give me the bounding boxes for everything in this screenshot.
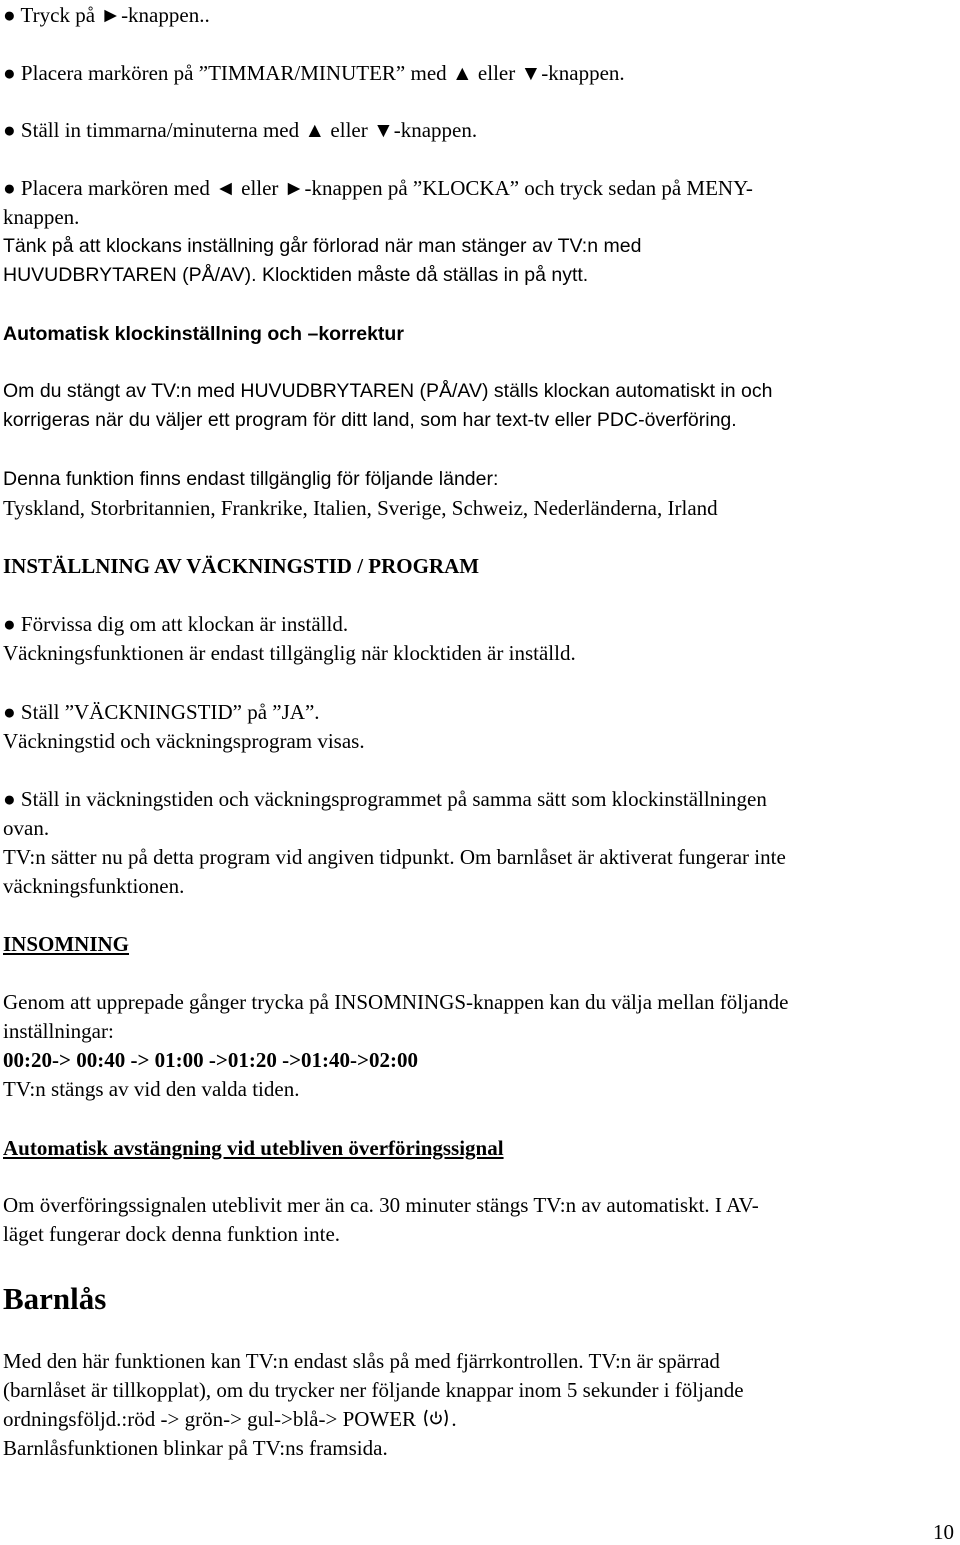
sleep-text-line1: Genom att upprepade gånger trycka på INSOMNINGS-knappen kan du välja mellan följande — [3, 990, 789, 1014]
alarm-note-line2: väckningsfunktionen. — [3, 874, 185, 898]
page-number: 10 — [933, 1520, 954, 1544]
section-heading-auto-off: Automatisk avstängning vid utebliven överföringssignal — [3, 1136, 504, 1160]
child-lock-text-line4: Barnlåsfunktionen blinkar på TV:ns framsida. — [3, 1436, 388, 1460]
section-heading-alarm: INSTÄLLNING AV VÄCKNINGSTID / PROGRAM — [3, 554, 480, 578]
instruction-set-hours-minutes: ● Ställ in timmarna/minuterna med ▲ eller ▼-knappen. — [3, 118, 478, 142]
instruction-cursor-hours-minutes: ● Placera markören på ”TIMMAR/MINUTER” med ▲ eller ▼-knappen. — [3, 61, 625, 85]
child-lock-text-line3 — [3, 1407, 457, 1431]
child-lock-sequence-end: . — [451, 1407, 457, 1431]
instruction-cursor-clock-cont: knappen. — [3, 205, 80, 229]
auto-clock-text-line1: Om du stängt av TV:n med HUVUDBRYTAREN (PÅ/AV) ställs klockan automatiskt in och — [3, 380, 773, 402]
child-lock-text-line1: Med den här funktionen kan TV:n endast slås på med fjärrkontrollen. TV:n är spärrad — [3, 1349, 720, 1373]
alarm-note-line1: TV:n sätter nu på detta program vid angiven tidpunkt. Om barnlåset är aktiverat fungerar inte — [3, 845, 786, 869]
auto-off-text-line2: läget fungerar dock denna funktion inte. — [3, 1222, 341, 1246]
power-icon — [421, 1408, 451, 1428]
countries-intro: Denna funktion finns endast tillgänglig för följande länder: — [3, 468, 499, 490]
sleep-timer-sequence: 00:20-> 00:40 -> 01:00 ->01:20 ->01:40->02:00 — [3, 1048, 419, 1072]
section-heading-sleep: INSOMNING — [3, 932, 130, 956]
sleep-text-line2: inställningar: — [3, 1019, 114, 1043]
child-lock-text-line2: (barnlåset är tillkopplat), om du trycker ner följande knappar inom 5 sekunder i följande — [3, 1378, 744, 1402]
alarm-step3: ● Ställ in väckningstiden och väckningsprogrammet på samma sätt som klockinställningen — [3, 787, 767, 811]
auto-clock-text-line2: korrigeras när du väljer ett program för ditt land, som har text-tv eller PDC-överföring. — [3, 409, 737, 431]
clock-note-line1: Tänk på att klockans inställning går förlorad när man stänger av TV:n med — [3, 235, 642, 257]
child-lock-sequence-text: ordningsföljd.:röd -> grön-> gul->blå-> POWER — [3, 1407, 417, 1431]
auto-off-text-line1: Om överföringssignalen uteblivit mer än ca. 30 minuter stängs TV:n av automatiskt. I AV- — [3, 1193, 759, 1217]
sleep-text-line3: TV:n stängs av vid den valda tiden. — [3, 1077, 300, 1101]
countries-list: Tyskland, Storbritannien, Frankrike, Italien, Sverige, Schweiz, Nederländerna, Irland — [3, 496, 718, 520]
alarm-step3-cont: ovan. — [3, 816, 50, 840]
alarm-step1-note: Väckningsfunktionen är endast tillgänglig när klocktiden är inställd. — [3, 641, 576, 665]
alarm-step1: ● Förvissa dig om att klockan är inställd. — [3, 612, 349, 636]
instruction-cursor-clock: ● Placera markören med ◄ eller ►-knappen på ”KLOCKA” och tryck sedan på MENY- — [3, 176, 753, 200]
instruction-press-right: ● Tryck på ►-knappen.. — [3, 3, 210, 27]
section-heading-auto-clock: Automatisk klockinställning och –korrektur — [3, 323, 404, 345]
section-heading-child-lock: Barnlås — [3, 1281, 107, 1316]
alarm-step2-note: Väckningstid och väckningsprogram visas. — [3, 729, 365, 753]
clock-note-line2: HUVUDBRYTAREN (PÅ/AV). Klocktiden måste då ställas in på nytt. — [3, 264, 589, 286]
alarm-step2: ● Ställ ”VÄCKNINGSTID” på ”JA”. — [3, 700, 320, 724]
